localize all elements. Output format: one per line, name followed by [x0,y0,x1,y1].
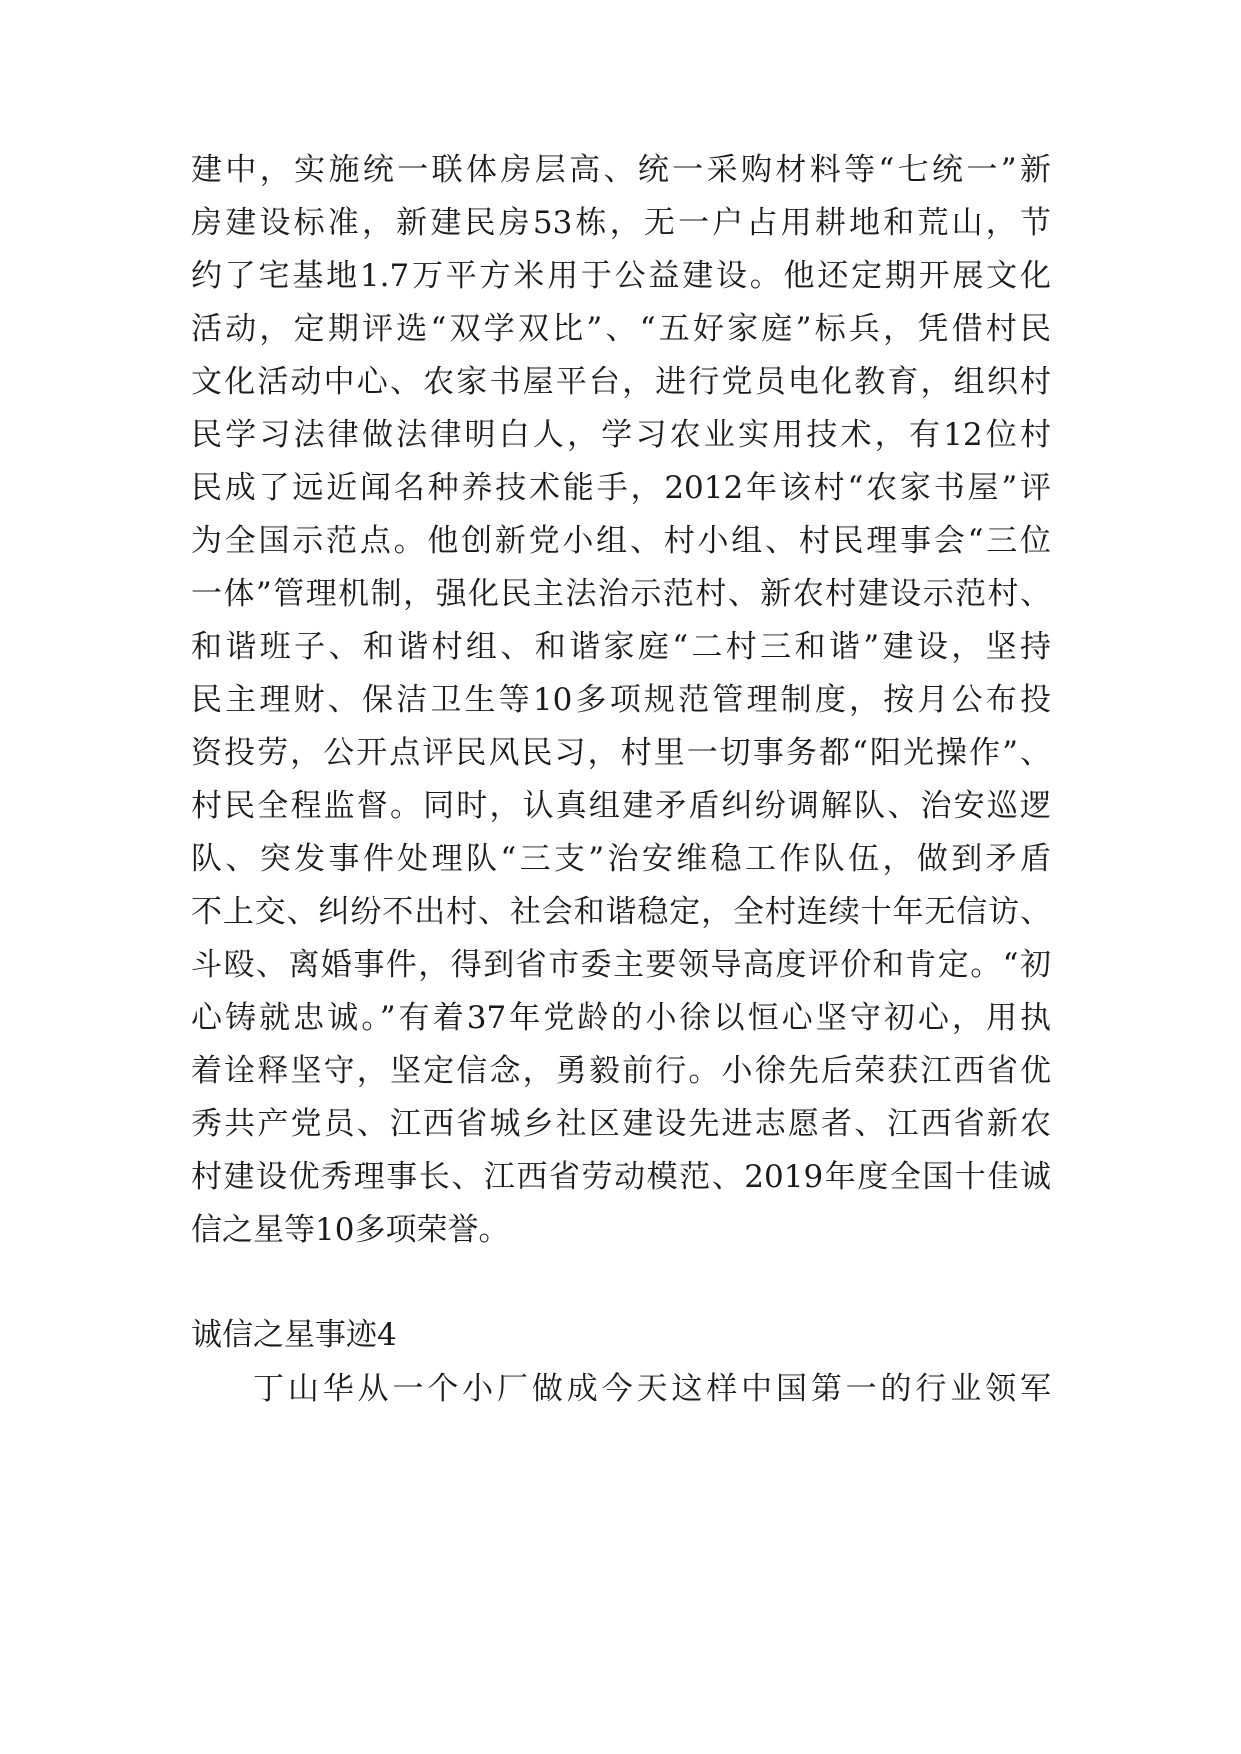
paragraph-line: 秀共产党员、江西省城乡社区建设先进志愿者、江西省新农 [191,1106,1051,1142]
paragraph-line: 民成了远近闻名种养技术能手，2012年该村“农家书屋”评 [191,470,1051,506]
paragraph-line: 资投劳，公开点评民风民习，村里一切事务都“阳光操作”、 [191,735,1051,771]
paragraph-line-last: 信之星等10多项荣誉。 [191,1212,510,1248]
paragraph-line: 约了宅基地1.7万平方米用于公益建设。他还定期开展文化 [191,258,1051,294]
section-heading: 诚信之星事迹4 [191,1317,397,1353]
paragraph-line: 文化活动中心、农家书屋平台，进行党员电化教育，组织村 [191,364,1051,400]
paragraph-line: 着诠释坚守，坚定信念，勇毅前行。小徐先后荣获江西省优 [191,1053,1051,1089]
paragraph-line: 心铸就忠诚。”有着37年党龄的小徐以恒心坚守初心，用执 [191,1000,1051,1036]
paragraph-line: 村建设优秀理事长、江西省劳动模范、2019年度全国十佳诚 [191,1159,1051,1195]
paragraph-line: 和谐班子、和谐村组、和谐家庭“二村三和谐”建设，坚持 [191,629,1051,665]
paragraph-line: 民主理财、保洁卫生等10多项规范管理制度，按月公布投 [191,682,1051,718]
paragraph-line: 活动，定期评选“双学双比”、“五好家庭”标兵，凭借村民 [191,311,1051,347]
paragraph-line: 村民全程监督。同时，认真组建矛盾纠纷调解队、治安巡逻 [191,788,1051,824]
paragraph-line: 斗殴、离婚事件，得到省市委主要领导高度评价和肯定。“初 [191,947,1051,983]
next-paragraph-line: 丁山华从一个小厂做成今天这样中国第一的行业领军 [253,1371,1051,1407]
paragraph-line: 队、突发事件处理队“三支”治安维稳工作队伍，做到矛盾 [191,841,1051,877]
paragraph-line: 房建设标准，新建民房53栋，无一户占用耕地和荒山，节 [191,205,1051,241]
paragraph-line: 民学习法律做法律明白人，学习农业实用技术，有12位村 [191,417,1051,453]
paragraph-line: 一体”管理机制，强化民主法治示范村、新农村建设示范村、 [191,576,1051,612]
paragraph-line: 不上交、纠纷不出村、社会和谐稳定，全村连续十年无信访、 [191,894,1051,930]
paragraph-line: 为全国示范点。他创新党小组、村小组、村民理事会“三位 [191,523,1051,559]
paragraph-line: 建中，实施统一联体房层高、统一采购材料等“七统一”新 [191,152,1051,188]
